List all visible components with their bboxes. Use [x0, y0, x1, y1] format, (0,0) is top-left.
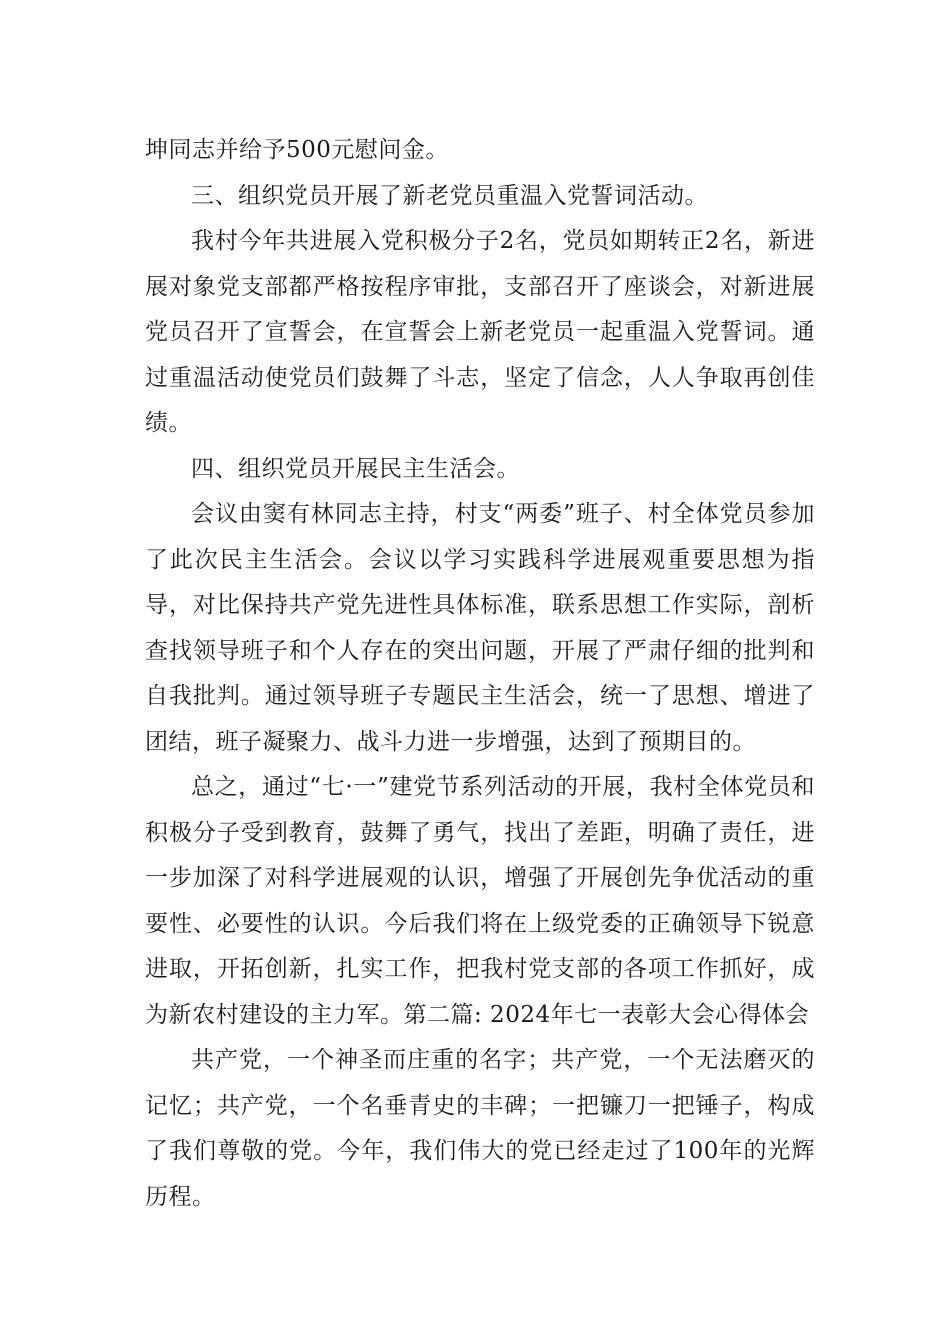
- paragraph-condolence-end: 坤同志并给予500元慰问金。: [145, 137, 449, 163]
- heading-section-four: 四、组织党员开展民主生活会。: [191, 455, 520, 482]
- document-body: [145, 128, 815, 1220]
- paragraph-oath-activity: 我村今年共进展入党积极分子2名，党员如期转正2名，新进展对象党支部都严格按程序审批，支部召开了座谈会，对新进展党员召开了宣誓会，在宣誓会上新老党员一起重温入党誓词。通过重温活动使党员们鼓舞了斗志，坚定了信念，人人争取再创佳绩。: [145, 228, 815, 436]
- heading-section-three: 三、组织党员开展了新老党员重温入党誓词活动。: [191, 182, 708, 209]
- paragraph-second-article-intro: 共产党，一个神圣而庄重的名字；共产党，一个无法磨灭的记忆；共产党，一个名垂青史的丰碑；一把镰刀一把锤子，构成了我们尊敬的党。今年，我们伟大的党已经走过了100年的光辉历程。: [145, 1047, 815, 1210]
- paragraph-summary: 总之，通过“七·一”建党节系列活动的开展，我村全体党员和积极分子受到教育，鼓舞了勇气，找出了差距，明确了责任，进一步加深了对科学进展观的认识，增强了开展创先争优活动的重要性、必要性的认识。今后我们将在上级党委的正确领导下锐意进取，开拓创新，扎实工作，把我村党支部的各项工作抓好，成为新农村建设的主力军。第二篇: 2024年七一表彰大会心得体会: [145, 774, 815, 1028]
- paragraph-democratic-meeting: 会议由窦有林同志主持，村支“两委”班子、村全体党员参加了此次民主生活会。会议以学习实践科学进展观重要思想为指导，对比保持共产党先进性具体标准，联系思想工作实际，剖析查找领导班子和个人存在的突出问题，开展了严肃仔细的批判和自我批判。通过领导班子专题民主生活会，统一了思想、增进了团结，班子凝聚力、战斗力进一步增强，达到了预期目的。: [145, 501, 815, 755]
